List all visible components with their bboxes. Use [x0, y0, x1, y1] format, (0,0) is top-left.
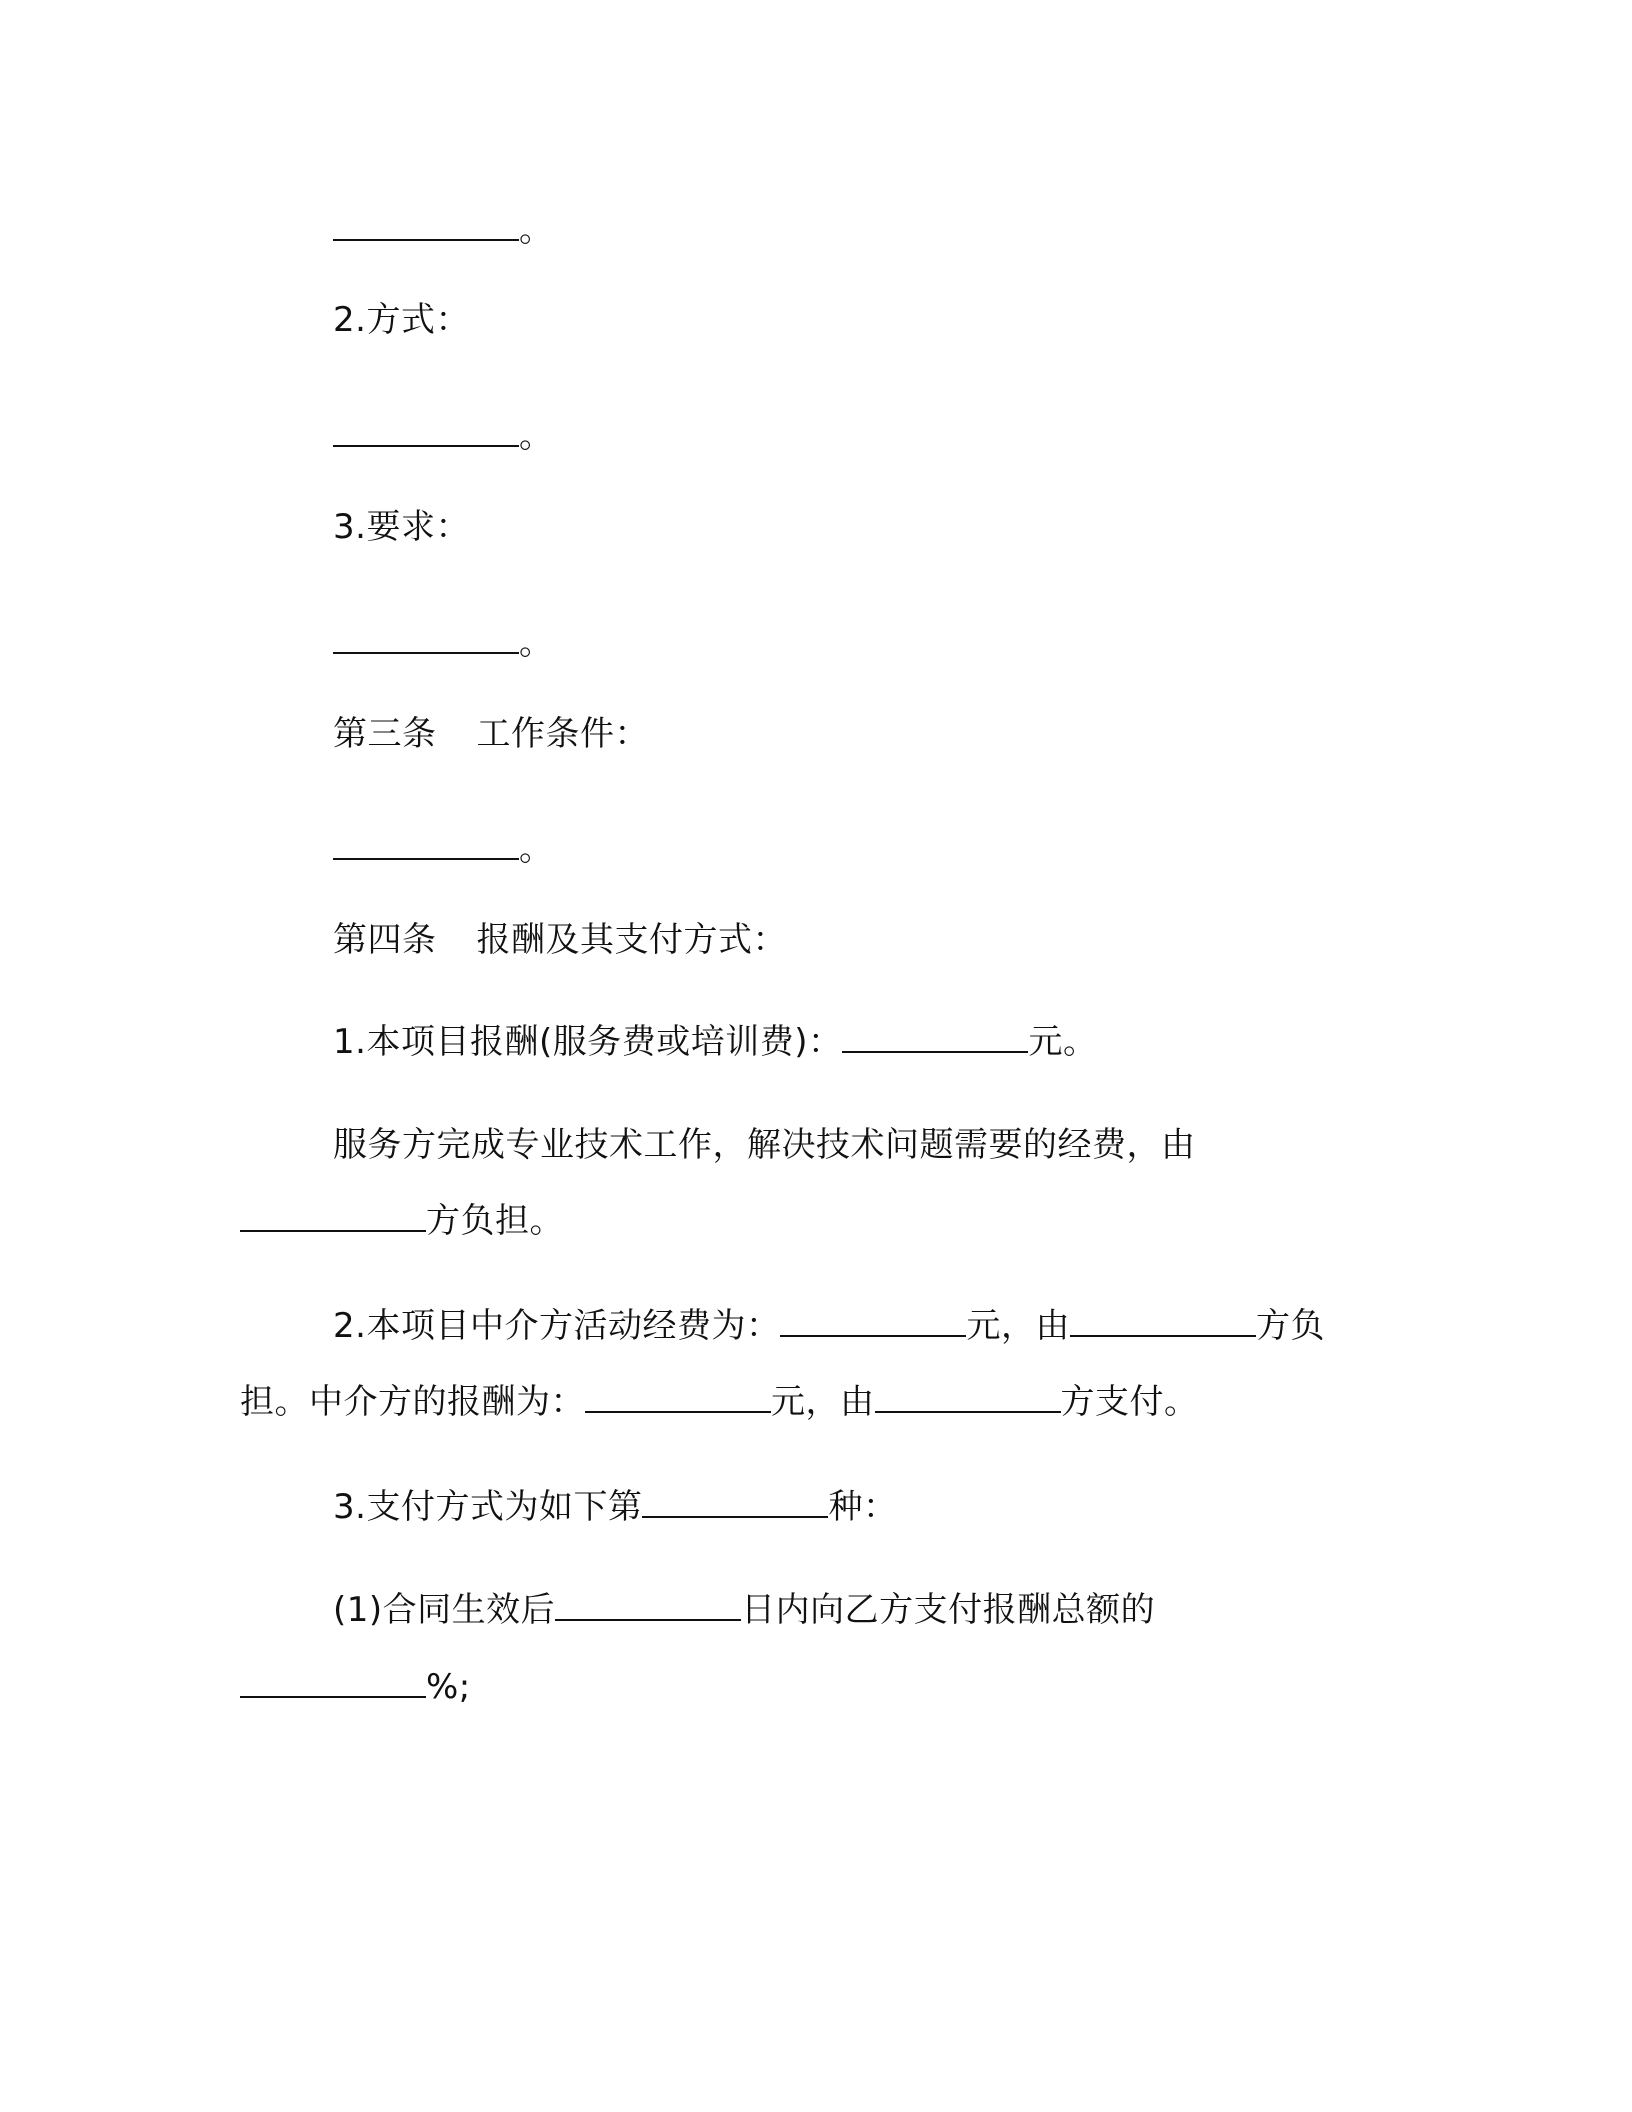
line-prefix: 担。中介方的报酬为：	[240, 1382, 585, 1422]
clause-4-2-agency-cont	[240, 1380, 1199, 1424]
fill-blank[interactable]	[555, 1589, 741, 1621]
line-suffix: 日内向乙方支付报酬总额的	[741, 1590, 1156, 1630]
clause-text: 服务方完成专业技术工作，解决技术问题需要的经费，由	[333, 1125, 1196, 1165]
blank-line-4	[333, 827, 554, 871]
line-suffix: 方支付。	[1060, 1382, 1199, 1422]
line-prefix: (1)合同生效后	[333, 1590, 556, 1630]
clause-3-requirement	[333, 505, 470, 549]
line-prefix: 3.支付方式为如下第	[333, 1487, 643, 1527]
blank-line-1	[333, 208, 554, 252]
line-suffix: 。	[519, 829, 554, 869]
line-middle: 元，由	[771, 1382, 875, 1422]
line-suffix: 元。	[1028, 1022, 1098, 1062]
line-suffix: 方负担。	[426, 1201, 564, 1241]
line-suffix: 。	[519, 416, 554, 456]
clause-text: 3.要求：	[333, 507, 470, 547]
line-prefix: 2.本项目中介方活动经费为：	[333, 1306, 781, 1346]
line-suffix: 方负	[1255, 1306, 1325, 1346]
clause-4-1-expense-cont	[240, 1199, 564, 1243]
clause-4-2-agency	[333, 1304, 1325, 1348]
fill-blank[interactable]	[875, 1381, 1061, 1413]
line-suffix: 。	[519, 623, 554, 663]
fill-blank[interactable]	[333, 828, 519, 860]
fill-blank[interactable]	[333, 622, 519, 654]
article-4-heading	[333, 918, 787, 962]
fill-blank[interactable]	[333, 415, 519, 447]
blank-line-2	[333, 414, 554, 458]
article-number: 第四条	[333, 920, 437, 960]
article-3-heading	[333, 712, 649, 756]
line-suffix: 种：	[828, 1487, 898, 1527]
clause-4-3-option-1	[333, 1588, 1155, 1632]
fill-blank[interactable]	[240, 1666, 426, 1698]
clause-4-3-option-1-cont	[240, 1665, 471, 1709]
line-suffix: %;	[426, 1667, 471, 1707]
fill-blank[interactable]	[585, 1381, 771, 1413]
article-title: 报酬及其支付方式：	[476, 920, 787, 960]
fill-blank[interactable]	[1070, 1305, 1256, 1337]
clause-4-3-payment	[333, 1485, 897, 1529]
article-title: 工作条件：	[476, 714, 649, 754]
clause-4-1-expense	[333, 1123, 1196, 1167]
fill-blank[interactable]	[842, 1021, 1028, 1053]
line-prefix: 1.本项目报酬(服务费或培训费)：	[333, 1022, 843, 1062]
clause-text: 2.方式：	[333, 300, 470, 340]
clause-2-method	[333, 298, 470, 342]
fill-blank[interactable]	[240, 1200, 426, 1232]
fill-blank[interactable]	[333, 209, 519, 241]
line-middle: 元，由	[966, 1306, 1070, 1346]
clause-4-1-fee	[333, 1020, 1097, 1064]
line-suffix: 。	[519, 210, 554, 250]
blank-line-3	[333, 621, 554, 665]
fill-blank[interactable]	[642, 1486, 828, 1518]
fill-blank[interactable]	[780, 1305, 966, 1337]
article-number: 第三条	[333, 714, 437, 754]
